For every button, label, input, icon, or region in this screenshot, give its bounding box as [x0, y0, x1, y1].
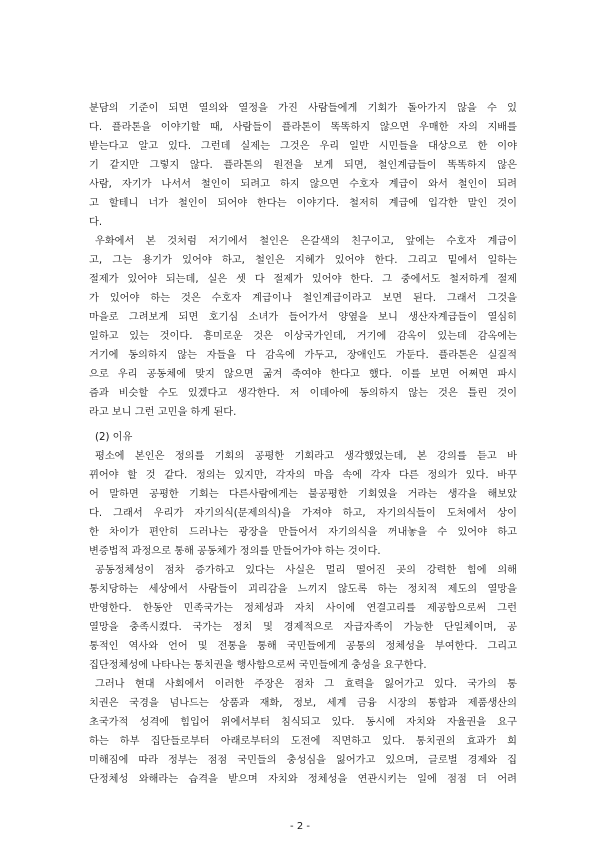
text-line: 공동정체성이 점차 증가하고 있다는 사실은 멀리 떨어진 곳의 강력한 힘에 의해	[95, 565, 517, 576]
text-line: 그러나 현대 사회에서 이러한 주장은 점차 그 효력을 잃어가고 있다. 국가의 통	[95, 679, 517, 690]
text-line: 절제가 있어야 되는데, 실은 셋 다 절제가 있어야 한다. 그 중에서도 철저하게 절제	[89, 274, 517, 285]
text-line: 어 말하면 공평한 기회는 다른사람에게는 불공평한 기회였을 거라는 생각을 해보았	[89, 489, 517, 500]
text-line: 평소에 본인은 정의를 기회의 공평한 기회라고 생각했었는데, 본 강의를 듣고 바	[95, 451, 517, 462]
text-line: 다. 플라톤을 이야기할 때, 사람들이 플라톤이 똑똑하지 않으면 우매한 자의 지배를	[89, 122, 517, 133]
body-section-2	[89, 428, 517, 789]
text-line: 뀌어야 할 것 같다. 정의는 있지만, 각자의 마음 속에 각자 다른 정의가 있다. 바꾸	[89, 470, 517, 481]
page-number: - 2 -	[290, 821, 310, 832]
text-line: 치권은 국경을 넘나드는 상품과 재화, 정보, 세계 금융 시장의 통합과 제품생산의	[89, 698, 517, 709]
text-line: 미해짐에 따라 정부는 점점 국민들의 충성심을 잃어가고 있으며, 글로벌 경제와 집	[89, 755, 517, 766]
text-line: 통치당하는 세상에서 사람들이 괴리감을 느끼지 않도록 하는 정치적 제도의 열망을	[89, 584, 517, 595]
text-line: 거기에 동의하지 않는 자들을 다 감옥에 가두고, 장애인도 가둔다. 플라톤은 실질적	[89, 350, 517, 361]
text-line: 다.	[89, 217, 103, 228]
text-line: 즘과 비슷할 수도 있겠다고 생각한다. 저 이데아에 동의하지 않는 것은 틀린 것이	[89, 388, 517, 399]
text-line: 하는 하부 집단들로부터 아래로부터의 도전에 직면하고 있다. 통치권의 효과가 희	[89, 736, 517, 747]
text-line: 통적인 역사와 언어 및 전통을 통해 국민들에게 공통의 정체성을 부여한다. 그리고	[89, 641, 517, 652]
text-line: 으로 우리 공동체에 맞지 않으면 굶겨 죽여야 한다고 했다. 이를 보면 어쩌면 파시	[89, 369, 517, 380]
text-line: 분담의 기준이 되면 열의와 열정을 가진 사람들에게 기회가 돌아가지 않을 수 있	[89, 103, 517, 114]
text-line: 우화에서 본 것처럼 저기에서 철인은 은갈색의 친구이고, 앞에는 수호자 계급이	[95, 236, 517, 247]
body-section-1	[89, 99, 517, 422]
text-line: 열망을 충족시켰다. 국가는 정치 및 경제적으로 자급자족이 가능한 단일체이며, 공	[89, 622, 517, 633]
text-line: 다. 그래서 우리가 자기의식(문제의식)을 가져야 하고, 자기의식들이 도처에서 상이	[89, 508, 517, 519]
text-line: 마을로 그려보게 되면 호기심 소녀가 들어가서 양옆을 보니 생산자계급들이 열심히	[89, 312, 517, 323]
text-line: 초국가적 성격에 힘입어 위에서부터 침식되고 있다. 동시에 자치와 자율권을 요구	[89, 717, 517, 728]
section-heading: (2) 이유	[95, 432, 133, 443]
text-line: 단정체성 와해라는 습격을 받으며 자치와 정체성을 연관시키는 일에 점점 더 어려	[89, 774, 517, 785]
text-line: 사람, 자기가 나서서 철인이 되려고 하지 않으면 수호자 계급이 와서 철인이 되려	[89, 179, 517, 190]
text-line: 고 할테니 너가 철인이 되어야 한다는 이야기다. 철저히 계급에 입각한 말인 것이	[89, 198, 517, 209]
text-line: 받는다고 알고 있다. 그런데 실제는 그것은 우리 일반 시민들을 대상으로 한 이야	[89, 141, 517, 152]
text-line: 한 차이가 편안히 드러나는 광장을 만들어서 자기의식을 꺼내놓을 수 있어야 하고	[89, 527, 517, 538]
text-line: 기 같지만 그렇지 않다. 플라톤의 원전을 보게 되면, 철인계급들이 똑똑하지 않은	[89, 160, 517, 171]
text-line: 집단정체성에 나타나는 통치권을 행사함으로써 국민들에게 충성을 요구한다.	[89, 660, 427, 671]
text-line: 반영한다. 한동안 민족국가는 정체성과 자치 사이에 연결고리를 제공함으로써 그런	[89, 603, 517, 614]
text-line: 가 있어야 하는 것은 수호자 계급이나 철인계급이라고 보면 된다. 그래서 그것을	[89, 293, 517, 304]
text-line: 라고 보니 그런 고민을 하게 된다.	[89, 407, 237, 418]
text-line: 변증법적 과정으로 통해 공동체가 정의를 만들어가야 하는 것이다.	[89, 546, 381, 557]
text-line: 고, 그는 용기가 있어야 하고, 철인은 지혜가 있어야 한다. 그리고 밑에서 일하는	[89, 255, 517, 266]
text-line: 일하고 있는 것이다. 흥미로운 것은 이상국가인데, 거기에 감옥이 있는데 감옥에는	[89, 331, 517, 342]
